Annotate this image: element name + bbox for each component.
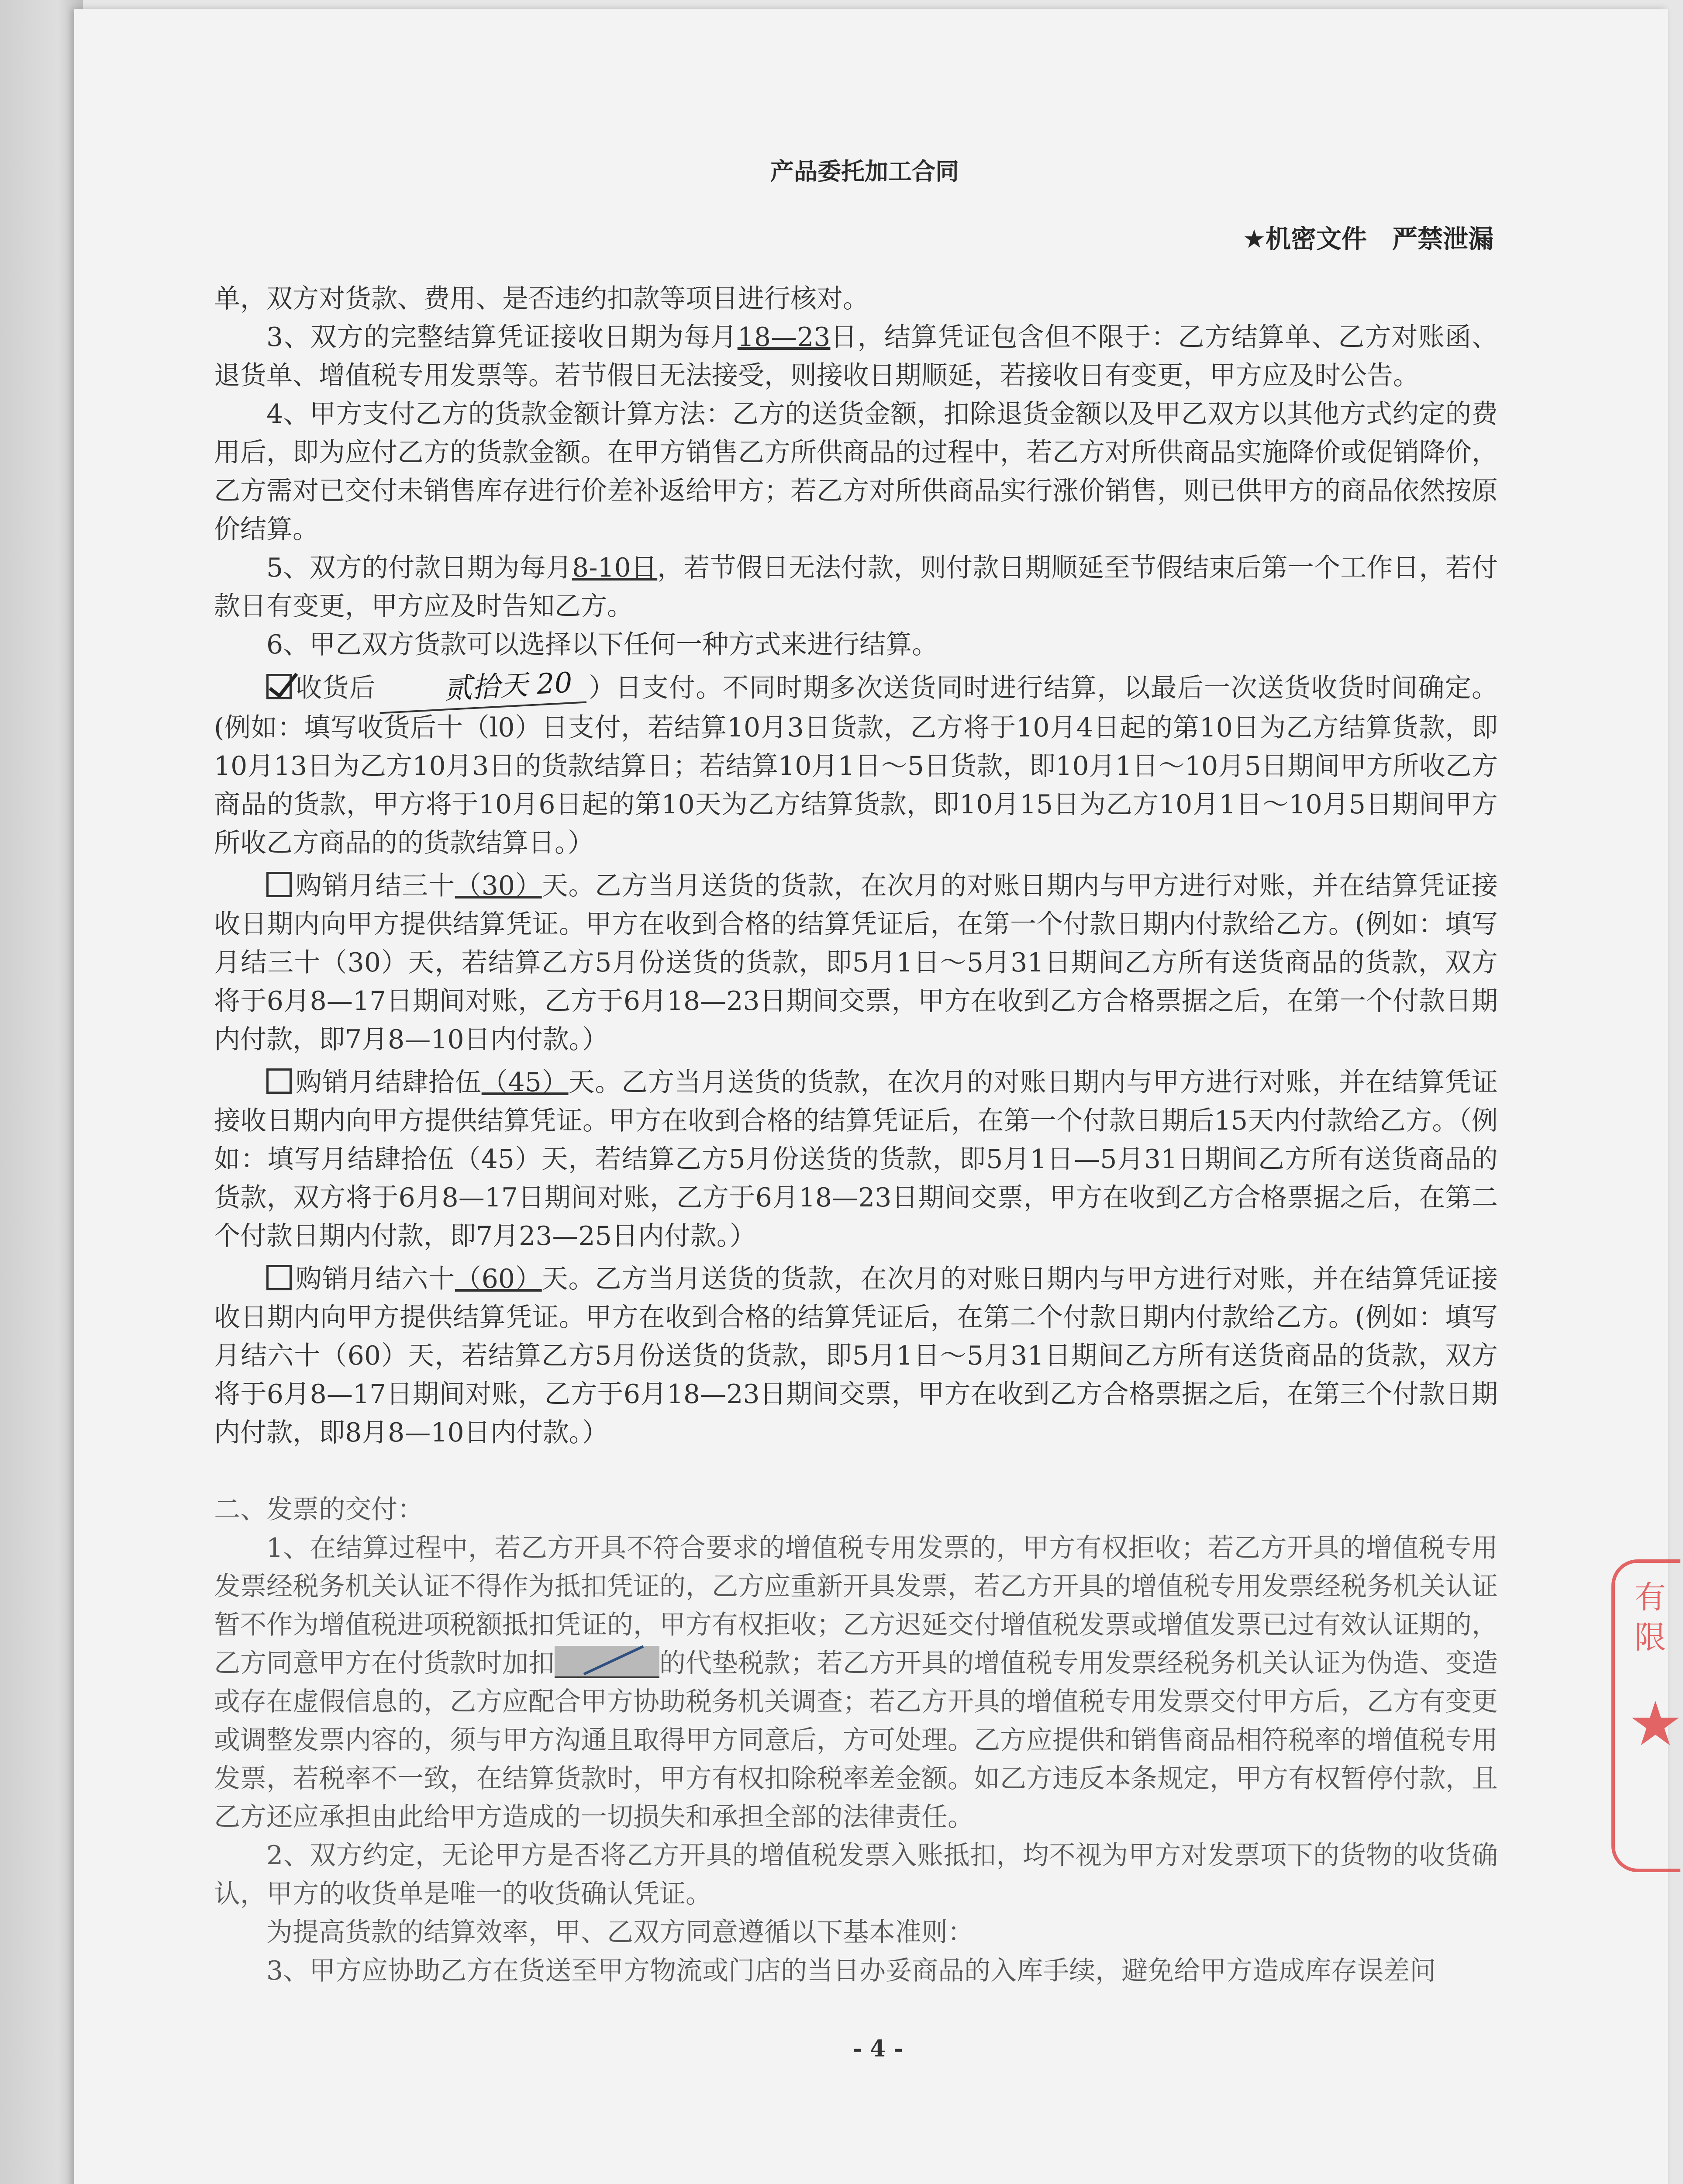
section-heading-invoice: 二、发票的交付：: [214, 1494, 424, 1525]
paragraph-invoice-rules: 1、在结算过程中，若乙方开具不符合要求的增值税专用发票的，甲方有权拒收；若乙方开具的增值税专用发票经税务机关认证不得作为抵扣凭证的，乙方应重新开具发票，若乙方开具的增值税专用发票经税务机关认证暂不作为增值税进项税额抵扣凭证的，甲方有权拒收；乙方迟延交付增值税发票或增值发票已过有效认证期的，乙方同意甲方在付货款时加扣 的代垫税款；若乙方开具的增值税专用发票经税务机关认证为伪造、变造或存在虚假信息的，乙方应配合甲方协助税务机关调查；若乙方开具的增值税专用发票交付甲方后，乙方有变更或调整发票内容的，须与甲方沟通且取得甲方同意后，方可处理。乙方应提供和销售商品相符税率的增值税专用发票，若税率不一致，在结算货款时，甲方有权扣除税率差金额。如乙方违反本条规定，甲方有权暂停付款，且乙方还应承担由此给甲方造成的一切损失和承担全部的法律责任。: [214, 1533, 1498, 1832]
option-days-after-receipt: 收货后 贰拾天 20 ）日支付。不同时期多次送货同时进行结算，以最后一次送货收货时间确定。(例如：填写收货后十（l0）日支付，若结算10月3日货款，乙方将于10月4日起的第10日为乙方结算货款，即10月13日为乙方10月3日的货款结算日；若结算10月1日～5日货款，即10月1日～10月5日期间甲方所收乙方商品的货款，甲方将于10月6日起的第10天为乙方结算货款，即10月15日为乙方10月1日～10月5日期间甲方所收乙方商品的的货款结算日。）: [214, 668, 1498, 862]
checkbox-monthly-45[interactable]: [266, 1068, 292, 1094]
binding-edge: [0, 0, 83, 2184]
handwritten-days: 贰拾天 20: [378, 663, 586, 714]
company-seal: [1611, 1559, 1683, 1872]
checkbox-days-after-receipt-checked[interactable]: [266, 674, 292, 699]
receipt-date-range: 18—23: [737, 322, 831, 352]
paragraph-payment-date: 5、双方的付款日期为每月8-10日，若节假日无法付款，则付款日期顺延至节假结束后第一个工作日，若付款日有变更，甲方应及时告知乙方。: [214, 553, 1498, 622]
redacted-blank-field: [555, 1646, 659, 1678]
paragraph-invoice-confirmation: 2、双方约定，无论甲方是否将乙方开具的增值税发票入账抵扣，均不视为甲方对发票项下的货物的收货确认，甲方的收货单是唯一的收货确认凭证。: [214, 1840, 1498, 1909]
paragraph-principles: 为提高货款的结算效率，甲、乙双方同意遵循以下基本准则：: [266, 1917, 974, 1948]
paragraph-settlement-receipt: 3、双方的完整结算凭证接收日期为每月18—23日，结算凭证包含但不限于：乙方结算单、乙方对账函、退货单、增值税专用发票等。若节假日无法接受，则接收日期顺延，若接收日有变更，甲方应及时公告。: [214, 322, 1498, 391]
paragraph-warehouse: 3、甲方应协助乙方在货送至甲方物流或门店的当日办妥商品的入库手续，避免给甲方造成库存误差问: [266, 1956, 1436, 1986]
contract-body: [214, 280, 1498, 1990]
document-title: 产品委托加工合同: [770, 158, 959, 185]
paragraph-settlement-methods: 6、甲乙双方货款可以选择以下任何一种方式来进行结算。: [266, 629, 938, 660]
payment-date-range: 8-10日: [572, 553, 658, 583]
seal-text: 有限: [1629, 1580, 1666, 1661]
page-number: - 4 -: [852, 2035, 903, 2062]
paragraph-payment-amount: 4、甲方支付乙方的货款金额计算方法：乙方的送货金额，扣除退货金额以及甲乙双方以其他方式约定的费用后，即为应付乙方的货款金额。在甲方销售乙方所供商品的过程中，若乙方对所供商品实施降价或促销降价，乙方需对已交付未销售库存进行价差补返给甲方；若乙方对所供商品实行涨价销售，则已供甲方的商品依然按原价结算。: [214, 399, 1498, 545]
seal-star-icon: ★: [1628, 1689, 1683, 1760]
checkbox-monthly-30[interactable]: [266, 872, 292, 897]
option-monthly-60: 购销月结六十（60）天。乙方当月送货的货款，在次月的对账日期内与甲方进行对账，并在结算凭证接收日期内向甲方提供结算凭证。甲方在收到合格的结算凭证后，在第二个付款日期内付款给乙方。(例如：填写月结六十（60）天，若结算乙方5月份送货的货款，即5月1日～5月31日期间乙方所有送货商品的货款，双方将于6月8—17日期间对账，乙方于6月18—23日期间交票，甲方在收到乙方合格票据之后，在第三个付款日期内付款，即8月8—10日内付款。）: [214, 1264, 1498, 1448]
checkbox-monthly-60[interactable]: [266, 1265, 292, 1290]
confidential-mark: ★机密文件 严禁泄漏: [1243, 224, 1493, 254]
paragraph: 单，双方对货款、费用、是否违约扣款等项目进行核对。: [214, 283, 869, 314]
option-monthly-30: 购销月结三十（30）天。乙方当月送货的货款，在次月的对账日期内与甲方进行对账，并在结算凭证接收日期内向甲方提供结算凭证。甲方在收到合格的结算凭证后，在第一个付款日期内付款给乙方。(例如：填写月结三十（30）天，若结算乙方5月份送货的货款，即5月1日～5月31日期间乙方所有送货商品的货款，双方将于6月8—17日期间对账，乙方于6月18—23日期间交票，甲方在收到乙方合格票据之后，在第一个付款日期内付款，即7月8—10日内付款。）: [214, 871, 1498, 1055]
option-monthly-45: 购销月结肆拾伍（45）天。乙方当月送货的货款，在次月的对账日期内与甲方进行对账，并在结算凭证接收日期内向甲方提供结算凭证。甲方在收到合格的结算凭证后，在第一个付款日期后15天内付款给乙方。（例如：填写月结肆拾伍（45）天，若结算乙方5月份送货的货款，即5月1日—5月31日期间乙方所有送货商品的货款，双方将于6月8—17日期间对账，乙方于6月18—23日期间交票，甲方在收到乙方合格票据之后，在第二个付款日期内付款，即7月23—25日内付款。）: [214, 1067, 1498, 1251]
